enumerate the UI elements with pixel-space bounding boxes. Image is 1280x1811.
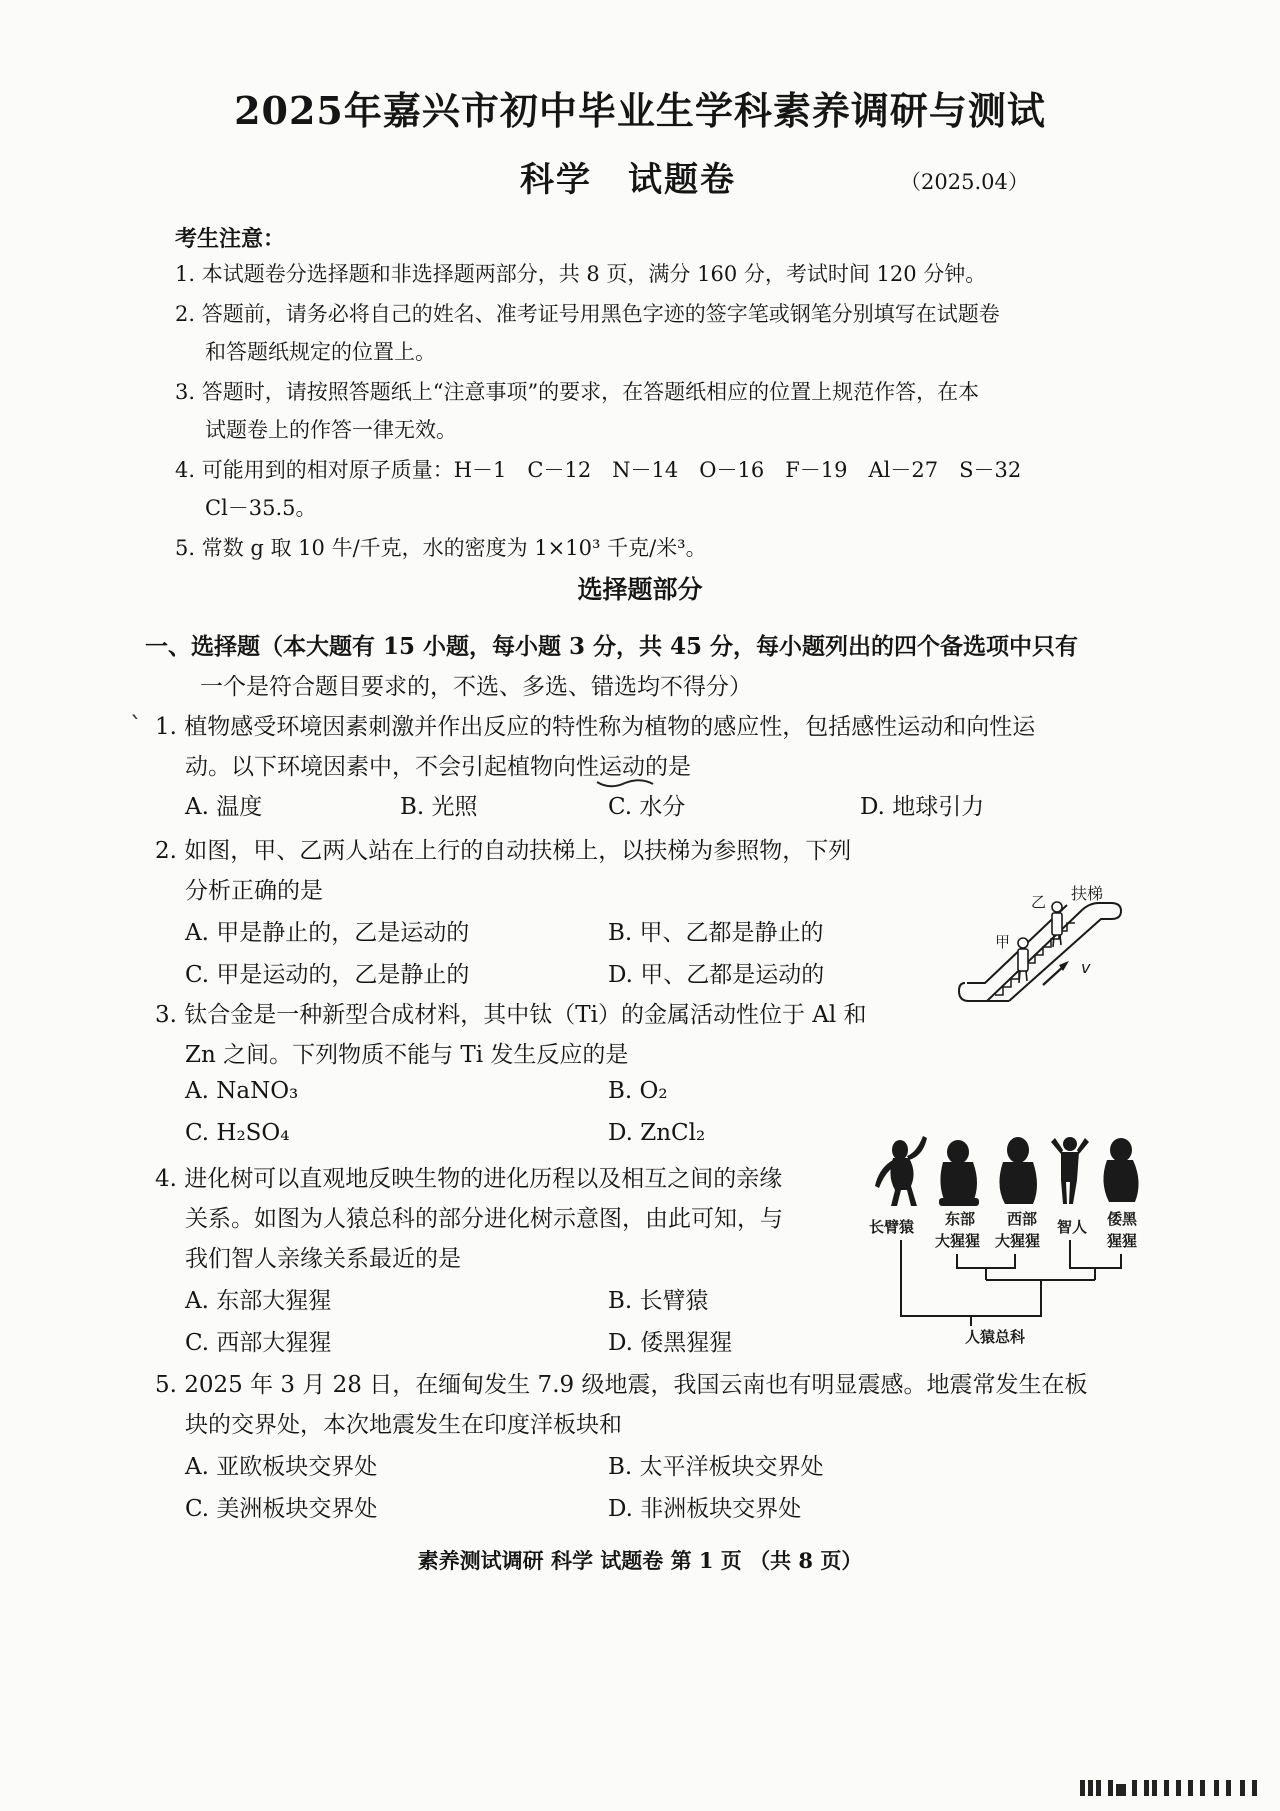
pen-mark: ˋ [130,712,142,740]
notice-item: Cl－35.5。 [205,496,317,520]
notice-item: 试题卷上的作答一律无效。 [205,418,457,442]
species-label-gibbon: 长臂猿 [869,1218,915,1236]
species-label-eastern-gorilla-2: 大猩猩 [935,1232,981,1250]
option-1c: C. 水分 [608,794,686,820]
species-label-western-gorilla-2: 大猩猩 [995,1232,1041,1250]
option-4b: B. 长臂猿 [608,1288,709,1314]
species-label-bonobo-2: 猩猩 [1107,1232,1138,1250]
exam-date: （2025.04） [900,170,1029,194]
part-instructions: 一、选择题（本大题有 15 小题，每小题 3 分，共 45 分，每小题列出的四个备选项中只有 [145,633,1079,660]
notice-item: 1. 本试题卷分选择题和非选择题两部分，共 8 页，满分 160 分，考试时间 120 分钟。 [175,262,987,286]
notice-item: 4. 可能用到的相对原子质量：H－1 C－12 N－14 O－16 F－19 Al－27 S－32 [175,458,1022,482]
label-jia: 甲 [995,933,1011,951]
question-1-stem: 1. 植物感受环境因素刺激并作出反应的特性称为植物的感应性，包括感性运动和向性运 [155,714,1036,740]
tree-root-label: 人猿总科 [965,1328,1026,1346]
option-2d: D. 甲、乙都是运动的 [608,962,825,988]
human-icon [1051,1137,1089,1204]
part-instructions-2: 一个是符合题目要求的，不选、多选、错选均不得分） [200,674,752,700]
bonobo-icon [1103,1138,1138,1202]
notice-item: 2. 答题前，请务必将自己的姓名、准考证号用黑色字迹的签字笔或钢笔分别填写在试题卷 [175,302,1000,326]
option-2c: C. 甲是运动的，乙是静止的 [185,962,470,988]
option-4a: A. 东部大猩猩 [185,1288,332,1314]
evolution-tree-figure [865,1128,1150,1348]
question-5-stem: 5. 2025 年 3 月 28 日，在缅甸发生 7.9 级地震，我国云南也有明显震感。地震常发生在板 [155,1372,1088,1398]
tree-branches [901,1240,1121,1326]
question-3-stem: 3. 钛合金是一种新型合成材料，其中钛（Ti）的金属活动性位于 Al 和 [155,1002,867,1028]
species-label-bonobo: 倭黑 [1107,1210,1138,1228]
option-3b: B. O₂ [608,1078,668,1104]
option-4d: D. 倭黑猩猩 [608,1330,733,1356]
question-3-stem-2: Zn 之间。下列物质不能与 Ti 发生反应的是 [185,1042,629,1068]
exam-subtitle: 科学 试题卷 [520,160,736,200]
option-1d: D. 地球引力 [860,794,985,820]
question-4-stem: 4. 进化树可以直观地反映生物的进化历程以及相互之间的亲缘 [155,1166,783,1192]
option-2a: A. 甲是静止的，乙是运动的 [185,920,470,946]
option-5a: A. 亚欧板块交界处 [185,1454,378,1480]
gibbon-icon [875,1136,927,1206]
escalator-rail [959,903,1121,1001]
section-title: 选择题部分 [577,575,703,604]
person-jia-icon [1018,938,1028,983]
label-escalator: 扶梯 [1071,885,1104,903]
eastern-gorilla-icon [939,1140,979,1206]
person-yi-icon [1052,902,1062,947]
option-3a: A. NaNO₃ [185,1078,299,1104]
option-5b: B. 太平洋板块交界处 [608,1454,824,1480]
notice-item: 5. 常数 g 取 10 牛/千克，水的密度为 1×10³ 千克/米³。 [175,536,707,560]
option-1b: B. 光照 [400,794,478,820]
label-velocity: v [1081,958,1091,977]
option-3d: D. ZnCl₂ [608,1120,706,1146]
escalator-figure [955,885,1125,1010]
option-1a: A. 温度 [185,794,263,820]
species-label-eastern-gorilla: 东部 [945,1210,976,1228]
question-2-stem: 2. 如图，甲、乙两人站在上行的自动扶梯上，以扶梯为参照物，下列 [155,838,852,864]
species-label-western-gorilla: 西部 [1007,1210,1038,1228]
page-footer: 素养测试调研 科学 试题卷 第 1 页 （共 8 页） [417,1548,863,1573]
label-yi: 乙 [1031,893,1047,911]
question-4-stem-2: 关系。如图为人猿总科的部分进化树示意图，由此可知，与 [185,1206,783,1232]
notice-item: 和答题纸规定的位置上。 [205,340,436,364]
option-5d: D. 非洲板块交界处 [608,1496,802,1522]
exam-title: 2025年嘉兴市初中毕业生学科素养调研与测试 [234,88,1046,133]
watermark-icon [1080,1776,1270,1800]
option-4c: C. 西部大猩猩 [185,1330,332,1356]
notice-item: 3. 答题时，请按照答题纸上“注意事项”的要求，在答题纸相应的位置上规范作答，在本 [175,380,980,404]
option-3c: C. H₂SO₄ [185,1120,290,1146]
notice-heading: 考生注意： [175,226,286,252]
question-2-stem-2: 分析正确的是 [185,878,323,904]
question-4-stem-3: 我们智人亲缘关系最近的是 [185,1246,461,1272]
species-label-human: 智人 [1057,1218,1088,1236]
option-5c: C. 美洲板块交界处 [185,1496,378,1522]
question-5-stem-2: 块的交界处，本次地震发生在印度洋板块和 [185,1412,622,1438]
option-2b: B. 甲、乙都是静止的 [608,920,824,946]
question-1-stem-2: 动。以下环境因素中，不会引起植物向性运动的是 [185,754,691,780]
western-gorilla-icon [999,1137,1037,1204]
